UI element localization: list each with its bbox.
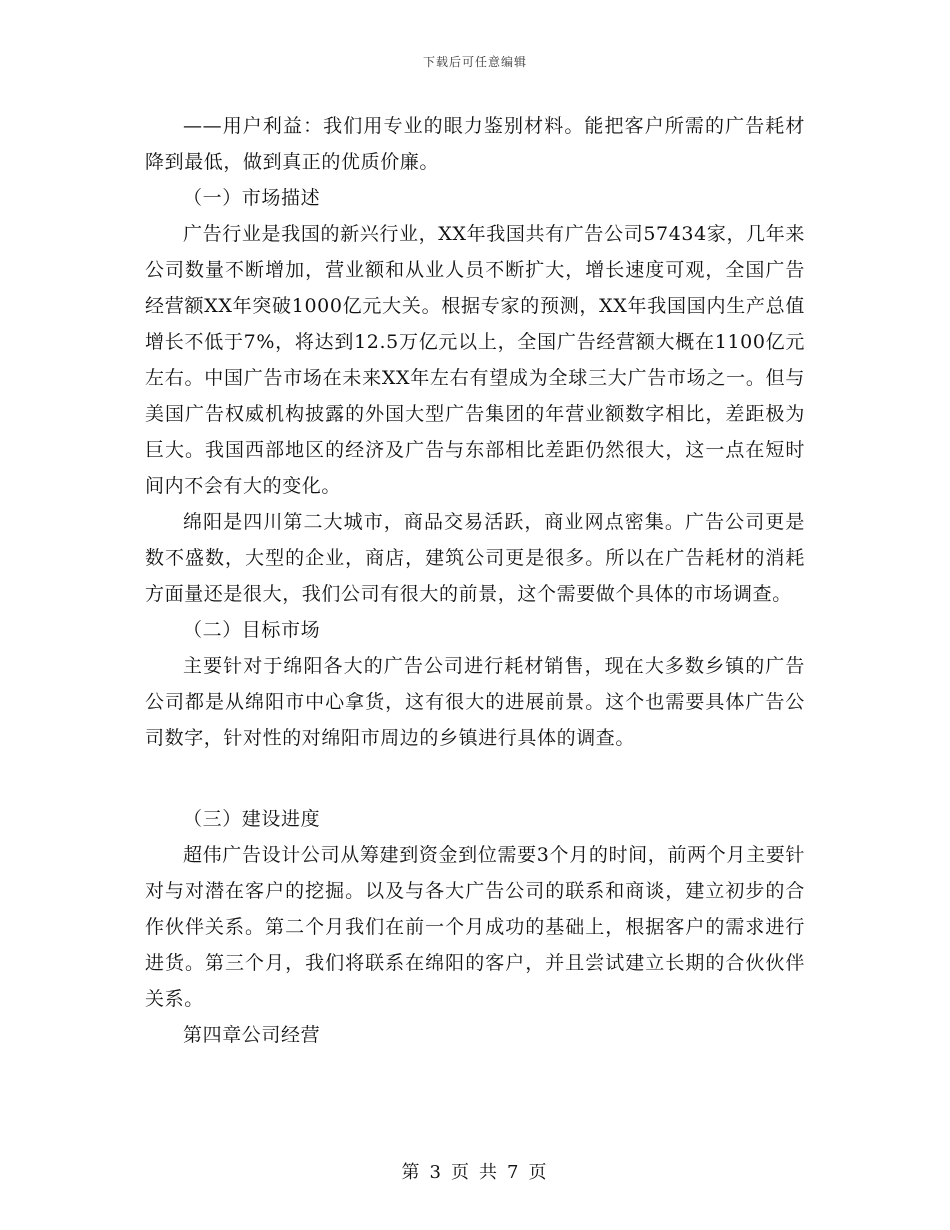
footer-total-prefix: 共 bbox=[479, 1162, 499, 1183]
paragraph-mianyang-market: 绵阳是四川第二大城市，商品交易活跃，商业网点密集。广告公司更是数不盛数，大型的企业，商店，建筑公司更是很多。所以在广告耗材的消耗方面量还是很大，我们公司有很大的前景，这个需要做个具体的市场调查。 bbox=[145, 511, 805, 605]
footer-current-page: 3 bbox=[429, 1162, 443, 1183]
section-heading-construction-progress: （三）建设进度 bbox=[183, 808, 321, 830]
paragraph-gap bbox=[145, 756, 805, 801]
document-body bbox=[145, 108, 805, 1053]
paragraph-user-benefit: ——用户利益：我们用专业的眼力鉴别材料。能把客户所需的广告耗材降到最低，做到真正的优质价廉。 bbox=[145, 115, 805, 173]
footer-page-word: 页 bbox=[451, 1162, 471, 1183]
paragraph-industry-overview: 广告行业是我国的新兴行业，XX年我国共有广告公司57434家，几年来公司数量不断增加，营业额和从业人员不断扩大，增长速度可观，全国广告经营额XX年突破1000亿元大关。根据专家的预测，XX年我国国内生产总值增长不低于7%，将达到12.5万亿元以上，全国广告经营额大概在1100亿元左右。中国广告市场在未来XX年左右有望成为全球三大广告市场之一。但与美国广告权威机构披露的外国大型广告集团的年营业额数字相比，差距极为巨大。我国西部地区的经济及广告与东部相比差距仍然很大，这一点在短时间内不会有大的变化。 bbox=[145, 223, 805, 497]
footer-prefix: 第 bbox=[401, 1162, 422, 1183]
section-heading-market-description: （一）市场描述 bbox=[183, 187, 321, 209]
footer-suffix: 页 bbox=[528, 1162, 549, 1183]
chapter-heading-company-operation: 第四章公司经营 bbox=[183, 1024, 321, 1046]
paragraph-target-market: 主要针对于绵阳各大的广告公司进行耗材销售，现在大多数乡镇的广告公司都是从绵阳市中心拿货，这有很大的进展前景。这个也需要具体广告公司数字，针对性的对绵阳市周边的乡镇进行具体的调查。 bbox=[145, 655, 805, 749]
page-footer bbox=[0, 1158, 950, 1184]
header-note: 下载后可任意编辑 bbox=[422, 55, 527, 69]
paragraph-construction-progress: 超伟广告设计公司从筹建到资金到位需要3个月的时间，前两个月主要针对与对潜在客户的挖掘。以及与各大广告公司的联系和商谈，建立初步的合作伙伴关系。第二个月我们在前一个月成功的基础上，根据客户的需求进行进货。第三个月，我们将联系在绵阳的客户，并且尝试建立长期的合伙伙伴关系。 bbox=[145, 844, 805, 1010]
section-heading-target-market: （二）目标市场 bbox=[183, 619, 321, 641]
footer-total-pages: 7 bbox=[507, 1162, 521, 1183]
